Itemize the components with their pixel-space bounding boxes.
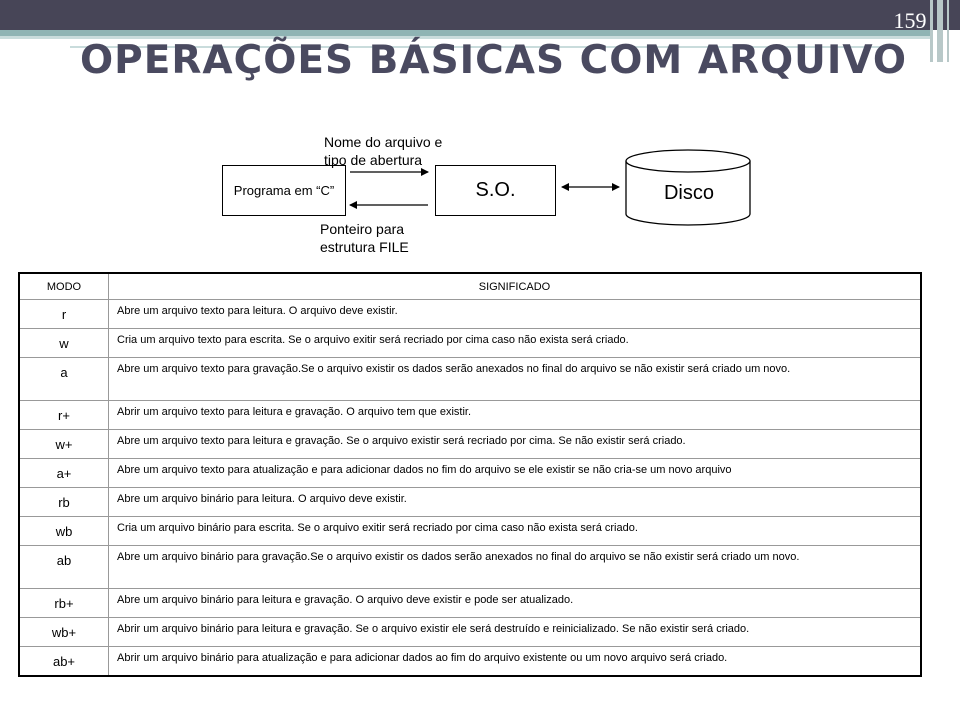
table-row xyxy=(19,546,921,589)
table-row xyxy=(19,488,921,517)
mode-cell: wb xyxy=(19,517,109,546)
mode-cell: rb xyxy=(19,488,109,517)
table-header-row xyxy=(19,273,921,300)
mode-cell: a xyxy=(19,358,109,401)
meaning-cell xyxy=(109,517,922,546)
meaning-text: Abre um arquivo binário para leitura e gravação. O arquivo deve existir e pode ser atualizado. xyxy=(117,594,574,606)
meaning-text: Cria um arquivo binário para escrita. Se o arquivo exitir será recriado por cima caso não exista será criado. xyxy=(117,522,638,534)
response-label: Ponteiro para estrutura FILE xyxy=(320,221,409,255)
meaning-cell xyxy=(109,401,922,430)
request-label: Nome do arquivo e tipo de abertura xyxy=(324,134,443,168)
meaning-cell xyxy=(109,329,922,358)
meaning-text: Abre um arquivo texto para atualização e para adicionar dados no fim do arquivo se ele existir se não cria-se um novo arquivo xyxy=(117,464,732,476)
mode-cell: w xyxy=(19,329,109,358)
table-row xyxy=(19,430,921,459)
file-modes-table xyxy=(18,272,922,677)
table-row xyxy=(19,647,921,676)
meaning-text: Cria um arquivo texto para escrita. Se o arquivo exitir será recriado por cima caso não exista será criado. xyxy=(117,334,629,346)
file-open-diagram xyxy=(0,0,960,270)
meaning-text: Abrir um arquivo binário para atualização e para adicionar dados ao fim do arquivo existente ou um novo arquivo será criado. xyxy=(117,652,728,664)
page-title: OPERAÇÕES BÁSICAS COM ARQUIVO xyxy=(80,38,908,83)
meaning-text: Abre um arquivo texto para gravação.Se o arquivo existir os dados serão anexados no final do arquivo se não existir será criado um novo. xyxy=(117,363,791,375)
table-row xyxy=(19,401,921,430)
table-row xyxy=(19,517,921,546)
table-row xyxy=(19,589,921,618)
meaning-cell xyxy=(109,589,922,618)
meaning-text: Abre um arquivo texto para leitura e gravação. Se o arquivo existir será recriado por cima. Se não existir será criado. xyxy=(117,435,686,447)
table-row xyxy=(19,329,921,358)
meaning-text: Abrir um arquivo texto para leitura e gravação. O arquivo tem que existir. xyxy=(117,406,472,418)
mode-cell: rb+ xyxy=(19,589,109,618)
mode-cell: r xyxy=(19,300,109,329)
meaning-cell xyxy=(109,647,922,676)
table-row xyxy=(19,358,921,401)
meaning-text: Abre um arquivo texto para leitura. O arquivo deve existir. xyxy=(117,305,398,317)
table-row xyxy=(19,300,921,329)
meaning-cell xyxy=(109,459,922,488)
mode-cell: w+ xyxy=(19,430,109,459)
meaning-cell xyxy=(109,488,922,517)
table-row xyxy=(19,618,921,647)
meaning-header: SIGNIFICADO xyxy=(109,273,922,300)
mode-cell: a+ xyxy=(19,459,109,488)
diagram-shapes xyxy=(0,0,960,270)
meaning-cell xyxy=(109,300,922,329)
meaning-cell xyxy=(109,618,922,647)
meaning-cell xyxy=(109,358,922,401)
page-number: 159 xyxy=(893,8,927,33)
meaning-text: Abrir um arquivo binário para leitura e gravação. Se o arquivo existir ele será destruído e reinicializado. Se não existir será criado. xyxy=(117,623,750,635)
table-row xyxy=(19,459,921,488)
mode-header: MODO xyxy=(19,273,109,300)
os-label: S.O. xyxy=(475,179,516,201)
mode-cell: ab+ xyxy=(19,647,109,676)
mode-cell: ab xyxy=(19,546,109,589)
program-label: Programa em “C” xyxy=(233,183,335,198)
meaning-cell xyxy=(109,430,922,459)
mode-cell: wb+ xyxy=(19,618,109,647)
meaning-cell xyxy=(109,546,922,589)
meaning-text: Abre um arquivo binário para leitura. O arquivo deve existir. xyxy=(117,493,407,505)
disk-label: Disco xyxy=(663,182,714,204)
meaning-text: Abre um arquivo binário para gravação.Se o arquivo existir os dados serão anexados no final do arquivo se não existir será criado um novo. xyxy=(117,551,800,563)
mode-cell: r+ xyxy=(19,401,109,430)
